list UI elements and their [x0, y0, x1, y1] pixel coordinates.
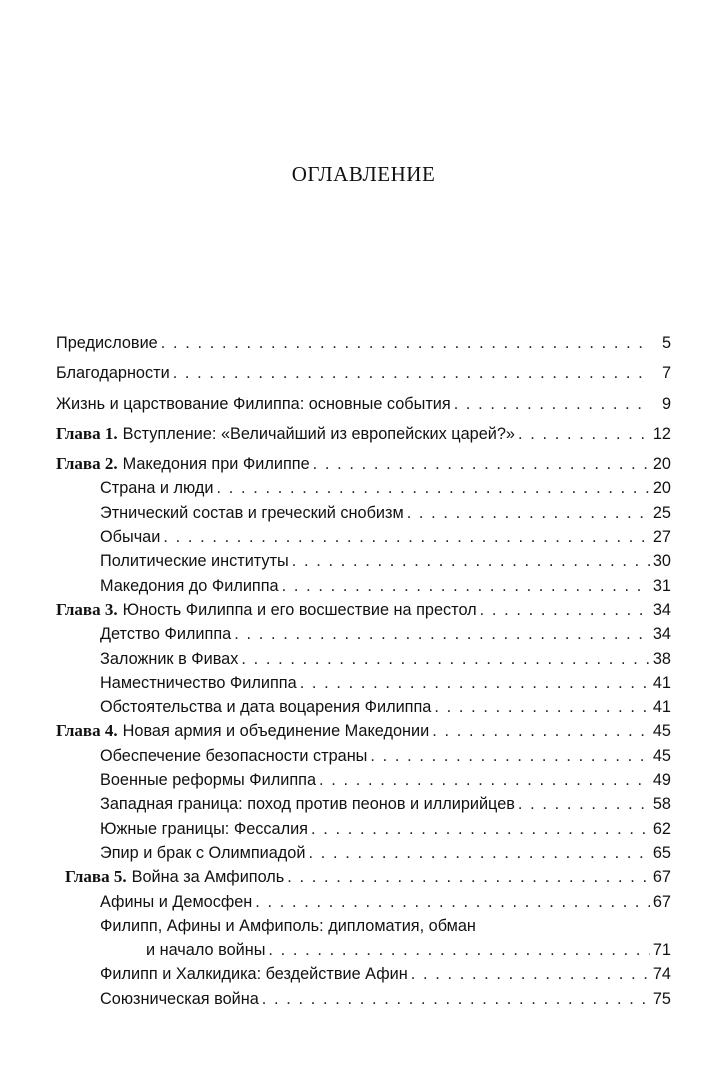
toc-subentry: [56, 647, 671, 671]
toc-entry-page: 25: [652, 503, 671, 522]
toc-subentry: [56, 549, 671, 573]
toc-subentry: [56, 890, 671, 914]
toc-entry-page: 45: [652, 722, 671, 741]
toc-entry-page: 38: [652, 649, 671, 668]
toc-entry-label: Обеспечение безопасности страны: [100, 746, 368, 765]
toc-subentry: [56, 574, 671, 598]
dot-leader: [287, 865, 650, 889]
toc-subentry: [56, 744, 671, 768]
dot-leader: [234, 622, 650, 646]
toc-entry-page: 20: [652, 479, 671, 498]
toc-subentry: [56, 938, 671, 962]
toc-subentry-line1: Филипп, Афины и Амфиполь: дипломатия, обман: [100, 916, 476, 935]
page-title: ОГЛАВЛЕНИЕ: [291, 162, 436, 186]
toc-entry-label: Политические институты: [100, 552, 289, 571]
dot-leader: [434, 695, 650, 719]
chapter-number: Глава 4.: [56, 721, 118, 741]
dot-leader: [311, 817, 650, 841]
dot-leader: [282, 574, 650, 598]
dot-leader: [518, 792, 650, 816]
toc-entry-label: Война за Амфиполь: [131, 868, 285, 887]
toc-entry-label: Юность Филиппа и его восшествие на престол: [122, 600, 477, 619]
toc-entry-page: 49: [652, 771, 671, 790]
toc-entry-page: 12: [652, 424, 671, 443]
toc-entry-page: 74: [652, 965, 671, 984]
toc-entry-label: Филипп и Халкидика: бездействие Афин: [100, 965, 408, 984]
toc-entry: [56, 331, 671, 355]
toc-entry-page: 67: [652, 868, 671, 887]
toc-subentry: [56, 525, 671, 549]
toc-subentry: [56, 695, 671, 719]
toc-entry-label: Благодарности: [56, 364, 170, 383]
toc-entry: [56, 392, 671, 416]
toc-chapter-entry: [56, 719, 671, 743]
toc-entry-label: Западная граница: поход против пеонов и иллирийцев: [100, 795, 515, 814]
dot-leader: [300, 671, 650, 695]
toc-entry-page: 65: [652, 843, 671, 862]
dot-leader: [313, 452, 650, 476]
dot-leader: [432, 719, 650, 743]
toc-chapter-entry: [56, 865, 671, 889]
toc-entry-page: 41: [652, 673, 671, 692]
table-of-contents: [56, 331, 671, 1011]
dot-leader: [480, 598, 650, 622]
toc-subentry: [56, 817, 671, 841]
toc-subentry: [56, 501, 671, 525]
toc-entry-label: Союзническая война: [100, 989, 259, 1008]
toc-entry-label: Афины и Демосфен: [100, 892, 253, 911]
dot-leader: [255, 890, 650, 914]
toc-subentry: [56, 476, 671, 500]
dot-leader: [518, 422, 650, 446]
dot-leader: [173, 361, 650, 385]
toc-entry-page: 20: [652, 455, 671, 474]
dot-leader: [308, 841, 649, 865]
toc-entry-label: Обстоятельства и дата воцарения Филиппа: [100, 698, 432, 717]
toc-entry-page: 75: [652, 989, 671, 1008]
dot-leader: [241, 647, 650, 671]
dot-leader: [216, 476, 649, 500]
toc-entry-page: 41: [652, 698, 671, 717]
dot-leader: [262, 987, 650, 1011]
toc-entry-label: Страна и люди: [100, 479, 214, 498]
toc-entry-label: Новая армия и объединение Македонии: [122, 722, 430, 741]
dot-leader: [319, 768, 650, 792]
toc-entry-page: 9: [661, 394, 671, 413]
toc-entry-label: Обычаи: [100, 528, 161, 547]
toc-entry-label: Македония до Филиппа: [100, 576, 279, 595]
toc-entry-page: 71: [652, 941, 671, 960]
toc-subentry: [56, 622, 671, 646]
toc-subentry: [56, 962, 671, 986]
toc-chapter-entry: [56, 452, 671, 476]
toc-entry-page: 62: [652, 819, 671, 838]
dot-leader: [161, 331, 650, 355]
toc-entry-label: Вступление: «Величайший из европейских царей?»: [122, 424, 515, 443]
toc-entry-label: и начало войны: [146, 941, 266, 960]
toc-chapter-entry: [56, 422, 671, 446]
toc-subentry: [56, 792, 671, 816]
toc-entry-page: 31: [652, 576, 671, 595]
toc-entry-label: Жизнь и царствование Филиппа: основные события: [56, 394, 451, 413]
toc-entry-page: 67: [652, 892, 671, 911]
dot-leader: [268, 938, 649, 962]
toc-entry-page: 58: [652, 795, 671, 814]
toc-subentry: [56, 841, 671, 865]
toc-entry-label: Македония при Филиппе: [122, 455, 310, 474]
chapter-number: Глава 1.: [56, 423, 118, 443]
toc-entry-page: 7: [661, 364, 671, 383]
toc-entry-page: 27: [652, 528, 671, 547]
dot-leader: [411, 962, 650, 986]
toc-entry-label: Этнический состав и греческий снобизм: [100, 503, 404, 522]
toc-entry-page: 34: [652, 600, 671, 619]
toc-entry-label: Предисловие: [56, 334, 158, 352]
toc-entry-label: Эпир и брак с Олимпиадой: [100, 843, 306, 862]
toc-entry: [56, 361, 671, 385]
dot-leader: [163, 525, 650, 549]
toc-entry-label: Южные границы: Фессалия: [100, 819, 308, 838]
toc-subentry: [56, 671, 671, 695]
toc-entry-page: 30: [652, 552, 671, 571]
dot-leader: [454, 392, 650, 416]
toc-entry-label: Наместничество Филиппа: [100, 673, 297, 692]
dot-leader: [292, 549, 650, 573]
toc-subentry: [56, 768, 671, 792]
toc-entry-page: 45: [652, 746, 671, 765]
toc-chapter-entry: [56, 598, 671, 622]
chapter-number: Глава 5.: [65, 867, 127, 887]
toc-entry-page: 5: [661, 334, 671, 352]
chapter-number: Глава 2.: [56, 454, 118, 474]
toc-subentry: [56, 987, 671, 1011]
toc-entry-label: Заложник в Фивах: [100, 649, 239, 668]
toc-entry-page: 34: [652, 625, 671, 644]
toc-entry-label: Военные реформы Филиппа: [100, 771, 317, 790]
chapter-number: Глава 3.: [56, 599, 118, 619]
dot-leader: [407, 501, 650, 525]
dot-leader: [370, 744, 649, 768]
toc-entry-label: Детство Филиппа: [100, 625, 232, 644]
